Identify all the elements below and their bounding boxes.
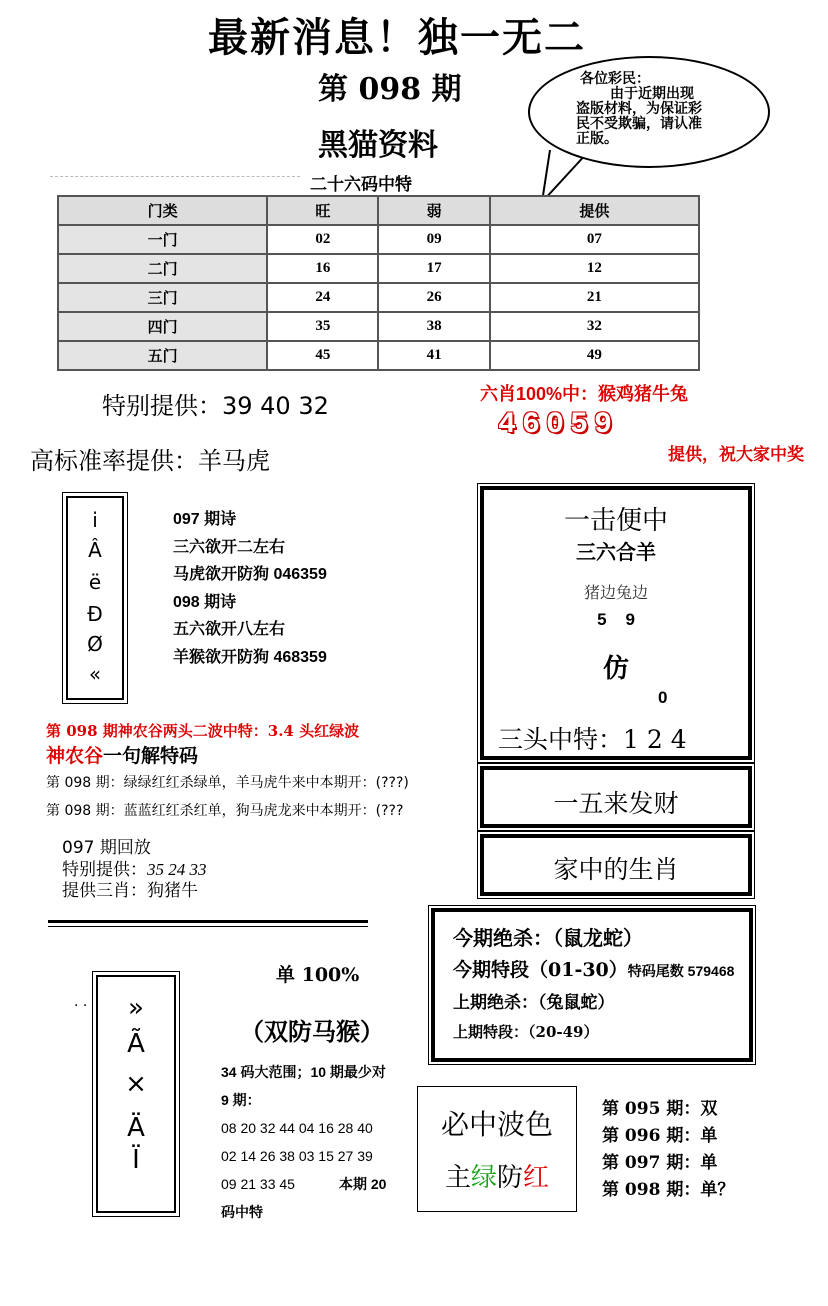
kill-line-3: 上期绝杀：（兔鼠蛇） [453,993,615,1013]
range-line: 08 20 32 44 04 16 28 40 [221,1120,373,1136]
wave-main: 主 [444,1163,471,1193]
glyph: Ø [87,632,103,656]
shennong-line-1: 第 098 期：绿绿红红杀绿单，羊马虎牛来中本期开：(???) [46,775,409,791]
table-cell: 41 [378,341,489,370]
history-item: 第 097 期：单 [602,1153,718,1173]
poem-line: 097 期诗 [173,511,237,528]
review-block [62,838,207,902]
table-cell: 12 [490,254,699,283]
table-cell: 三门 [58,283,267,312]
divider [50,176,300,177]
table-cell: 02 [267,225,378,254]
divider [48,920,368,923]
glyph: Ä [127,1113,145,1143]
shennong-title [46,741,198,768]
wave-green: 绿 [470,1163,497,1193]
glyph: Ï [132,1145,140,1175]
glyph: Ð [87,602,103,626]
bubble-line-2: 由于近期出现 [610,86,694,102]
review-special [62,859,207,881]
poem-line: 三六欲开二左右 [173,538,286,556]
table-row [58,283,699,312]
table-cell: 24 [267,283,378,312]
review-three: 提供三肖：狗猪牛 [62,881,198,901]
table-row [58,341,699,370]
history-item: 第 098 期：单？ [602,1180,735,1200]
range-line: 9 期： [221,1092,261,1108]
table-header: 旺 [267,196,378,225]
table-cell: 26 [378,283,489,312]
poem-line: 羊猴欲开防狗 468359 [173,648,327,666]
table-cell: 五门 [58,341,267,370]
table-cell: 38 [378,312,489,341]
bubble-line-1: 各位彩民： [580,71,650,87]
bubble-line-5: 正版。 [576,131,618,147]
shennong-title-black: 一句解特码 [103,745,199,767]
poem-block [173,506,327,671]
hit-title: 一击便中 [563,506,668,536]
glyph-panel [66,496,124,700]
table-header-row [58,196,699,225]
table-cell: 49 [490,341,699,370]
wave-red: 红 [523,1163,550,1193]
table-cell: 32 [490,312,699,341]
table-header: 提供 [490,196,699,225]
shennong-line-2: 第 098 期：蓝蓝红红杀红单，狗马虎龙来中本期开：(??? [46,803,404,819]
table-cell: 35 [267,312,378,341]
dots: . . [74,994,88,1010]
table-header: 门类 [58,196,267,225]
table-row [58,312,699,341]
history-list [602,1096,734,1204]
shennong-title-red: 神农谷 [46,745,104,767]
range-block [221,1058,386,1226]
promo-headline: 六肖100%中：猴鸡猪牛兔 [480,384,689,404]
poem-line: 马虎欲开防狗 046359 [173,566,327,583]
promo-number: 46059 [498,408,619,442]
table-cell: 二门 [58,254,267,283]
wave-colors [418,1157,576,1194]
glyph: Â [88,538,102,562]
kill-line-1: 今期绝杀：（鼠龙蛇） [453,926,643,950]
history-item: 第 095 期：双 [602,1099,718,1119]
history-item: 第 096 期：单 [602,1126,718,1146]
glyph: ⅰ [92,508,98,532]
table-cell: 07 [490,225,699,254]
notice-bubble [528,56,770,168]
kill-line-2a: 今期特段（01-30） [453,959,628,981]
range-line: 09 21 33 45 [221,1176,295,1192]
numbers-table [57,195,700,371]
hit-fang: 仿 [602,654,629,684]
issue-number: 第 098 期 [318,72,462,107]
range-line: 34 码大范围；10 期最少对 [221,1064,386,1080]
page-subtitle: 黑猫资料 [318,128,438,163]
high-rate-offer: 高标准率提供：羊马虎 [30,447,270,475]
review-special-value: 35 24 33 [147,860,207,879]
hit-zero: 0 [658,688,668,707]
table-cell: 17 [378,254,489,283]
glyph-panel-2 [96,975,176,1213]
bubble-line-3: 盗版材料，为保证彩 [576,101,702,117]
glyph: ë [88,570,102,594]
glyph: « [88,662,102,686]
bubble-line-4: 民不受欺骗，请认准 [576,116,702,132]
hit-box [480,486,752,760]
glyph: × [125,1069,147,1099]
table-row [58,254,699,283]
hit-sub: 三六合羊 [576,540,656,564]
single-100: 单 100% [276,964,360,986]
table-row [58,225,699,254]
wave-box [417,1086,577,1212]
hit-heads: 三头中特：1 2 4 [498,725,687,754]
shennong-red-line: 第 098 期神农谷两头二波中特：3.4 头红绿波 [46,722,360,740]
fortune-box [480,766,752,828]
table-cell: 09 [378,225,489,254]
range-line: 02 14 26 38 03 15 27 39 [221,1148,373,1164]
hit-nums: 5 9 [597,610,635,629]
glyph: » [128,993,144,1023]
divider [48,926,368,927]
table-header: 弱 [378,196,489,225]
kill-line-2b: 特码尾数 579468 [627,963,735,979]
kill-box [431,908,753,1062]
range-line: 码中特 [221,1204,263,1220]
special-offer: 特别提供：39 40 32 [102,392,329,420]
family-box [480,834,752,896]
promo-thanks: 提供，祝大家中奖 [668,445,804,464]
poem-line: 五六欲开八左右 [173,621,286,638]
poem-line: 098 期诗 [173,593,237,611]
table-cell: 16 [267,254,378,283]
table-cell: 四门 [58,312,267,341]
glyph: Ã [127,1029,145,1059]
table-cell: 45 [267,341,378,370]
table-cell: 21 [490,283,699,312]
fortune-text: 一五来发财 [553,789,679,818]
wave-title: 必中波色 [440,1108,553,1141]
guard-line: （双防马猴） [240,1017,384,1046]
hit-hint: 猪边兔边 [583,583,648,602]
review-title: 097 期回放 [62,838,151,858]
wave-fang: 防 [497,1163,524,1193]
kill-line-4: 上期特段：（20-49） [453,1023,599,1041]
review-special-label: 特别提供： [62,860,147,880]
table-cell: 一门 [58,225,267,254]
range-line: 本期 20 [338,1176,387,1192]
table-caption: 二十六码中特 [310,175,412,195]
page-title: 最新消息！独一无二 [208,14,586,61]
family-text: 家中的生肖 [553,855,679,884]
